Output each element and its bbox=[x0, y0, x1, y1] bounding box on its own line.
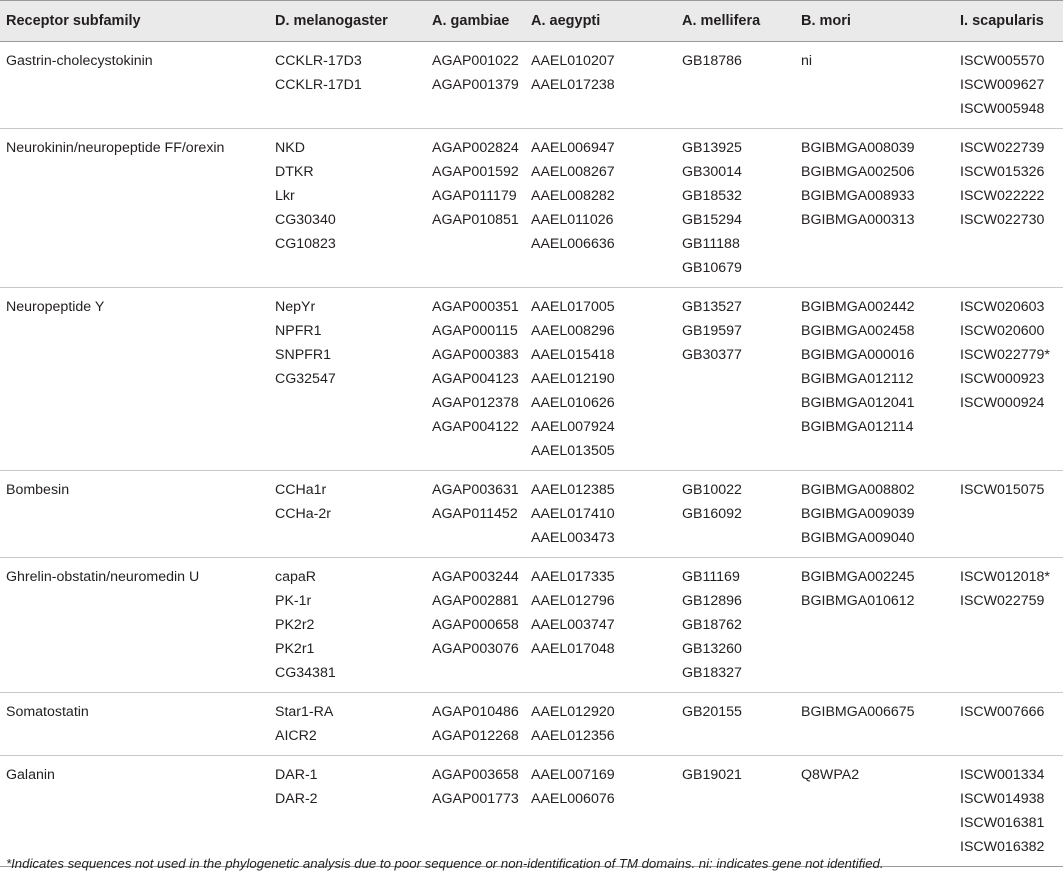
gene-id: GB20155 bbox=[682, 704, 742, 720]
gene-id: ISCW022222 bbox=[960, 188, 1045, 204]
gene-id: CG30340 bbox=[275, 212, 336, 228]
gene-id: NPFR1 bbox=[275, 323, 322, 339]
header-a-mellifera: A. mellifera bbox=[676, 1, 795, 42]
b-mori-cell bbox=[795, 558, 954, 693]
gene-id: AAEL008267 bbox=[531, 164, 615, 180]
header-a-gambiae: A. gambiae bbox=[426, 1, 525, 42]
gene-id: AAEL007169 bbox=[531, 767, 615, 783]
a-aegypti-cell bbox=[525, 129, 676, 288]
gene-id: BGIBMGA002442 bbox=[801, 299, 915, 315]
gene-id: GB18786 bbox=[682, 53, 742, 69]
d-melanogaster-cell bbox=[269, 756, 426, 867]
gene-id: ISCW014938 bbox=[960, 791, 1045, 807]
table-footnote: *Indicates sequences not used in the phylogenetic analysis due to poor sequence or non-identification of TM domains. ni: indicates gene not identified. bbox=[6, 856, 884, 871]
a-aegypti-cell bbox=[525, 756, 676, 867]
gene-id: AAEL008296 bbox=[531, 323, 615, 339]
gene-id: PK2r2 bbox=[275, 617, 315, 633]
b-mori-cell bbox=[795, 756, 954, 867]
gene-id: GB18327 bbox=[682, 665, 742, 681]
table-row bbox=[0, 42, 1063, 129]
table-header bbox=[0, 1, 1063, 42]
table-row bbox=[0, 129, 1063, 288]
gene-id: CG34381 bbox=[275, 665, 336, 681]
gene-id: AAEL017238 bbox=[531, 77, 615, 93]
gene-id: ISCW016382 bbox=[960, 839, 1045, 855]
gene-id: PK2r1 bbox=[275, 641, 315, 657]
a-gambiae-cell bbox=[426, 42, 525, 129]
a-gambiae-cell bbox=[426, 558, 525, 693]
a-mellifera-cell bbox=[676, 471, 795, 558]
i-scapularis-cell bbox=[954, 693, 1063, 756]
gene-id: AGAP011452 bbox=[432, 506, 518, 522]
b-mori-cell bbox=[795, 42, 954, 129]
gene-id: GB10022 bbox=[682, 482, 742, 498]
table-row bbox=[0, 756, 1063, 867]
gene-id: ISCW022730 bbox=[960, 212, 1045, 228]
gene-id: AGAP003076 bbox=[432, 641, 519, 657]
gene-id: Lkr bbox=[275, 188, 295, 204]
gene-id: ISCW022739 bbox=[960, 140, 1045, 156]
gene-id: BGIBMGA002458 bbox=[801, 323, 915, 339]
gene-id: GB30014 bbox=[682, 164, 742, 180]
a-gambiae-cell bbox=[426, 693, 525, 756]
gene-id: AAEL012356 bbox=[531, 728, 615, 744]
a-aegypti-cell bbox=[525, 288, 676, 471]
gene-id: NKD bbox=[275, 140, 305, 156]
gene-id: AAEL003747 bbox=[531, 617, 615, 633]
gene-id: AAEL010626 bbox=[531, 395, 615, 411]
i-scapularis-cell bbox=[954, 42, 1063, 129]
gene-id: AGAP004123 bbox=[432, 371, 519, 387]
gene-id: GB11188 bbox=[682, 236, 740, 252]
gene-id: BGIBMGA006675 bbox=[801, 704, 915, 720]
gene-id: BGIBMGA008039 bbox=[801, 140, 915, 156]
gene-id: AGAP002824 bbox=[432, 140, 519, 156]
receptor-subfamily-cell: Bombesin bbox=[6, 482, 70, 498]
gene-id: AGAP012378 bbox=[432, 395, 519, 411]
a-gambiae-cell bbox=[426, 288, 525, 471]
gene-id: GB15294 bbox=[682, 212, 742, 228]
gene-id: DAR-1 bbox=[275, 767, 318, 783]
gene-id: CCKLR-17D1 bbox=[275, 77, 362, 93]
gene-id: ISCW022759 bbox=[960, 593, 1045, 609]
i-scapularis-cell bbox=[954, 471, 1063, 558]
gene-id: AAEL003473 bbox=[531, 530, 615, 546]
header-receptor-subfamily: Receptor subfamily bbox=[0, 1, 269, 42]
gene-id: AGAP003244 bbox=[432, 569, 519, 585]
gene-id: ISCW005948 bbox=[960, 101, 1045, 117]
gene-id: AAEL017410 bbox=[531, 506, 615, 522]
table-row bbox=[0, 288, 1063, 471]
gene-id: GB10679 bbox=[682, 260, 742, 276]
d-melanogaster-cell bbox=[269, 129, 426, 288]
gene-id: BGIBMGA008933 bbox=[801, 188, 915, 204]
a-mellifera-cell bbox=[676, 558, 795, 693]
gene-id: ISCW000923 bbox=[960, 371, 1045, 387]
a-mellifera-cell bbox=[676, 756, 795, 867]
gene-id: NepYr bbox=[275, 299, 316, 315]
gene-id: capaR bbox=[275, 569, 317, 585]
gene-id: AAEL006947 bbox=[531, 140, 615, 156]
gene-id: GB19597 bbox=[682, 323, 742, 339]
gene-id: GB18532 bbox=[682, 188, 742, 204]
gene-id: AGAP002881 bbox=[432, 593, 519, 609]
gene-id: AGAP004122 bbox=[432, 419, 519, 435]
gene-id: GB18762 bbox=[682, 617, 742, 633]
gene-id: AGAP010851 bbox=[432, 212, 519, 228]
gene-id: AGAP003658 bbox=[432, 767, 519, 783]
gene-id: AAEL012385 bbox=[531, 482, 615, 498]
gene-id: ISCW015075 bbox=[960, 482, 1045, 498]
gene-id: CG32547 bbox=[275, 371, 336, 387]
gene-id: AGAP000658 bbox=[432, 617, 519, 633]
gene-id: GB13527 bbox=[682, 299, 742, 315]
gene-id: AGAP001592 bbox=[432, 164, 519, 180]
gene-id: AAEL008282 bbox=[531, 188, 615, 204]
table-row bbox=[0, 693, 1063, 756]
gene-id: AAEL013505 bbox=[531, 443, 615, 459]
d-melanogaster-cell bbox=[269, 471, 426, 558]
gene-id: GB13260 bbox=[682, 641, 742, 657]
gene-id: ISCW001334 bbox=[960, 767, 1045, 783]
gene-id: CCHa1r bbox=[275, 482, 327, 498]
receptor-subfamily-cell: Somatostatin bbox=[6, 704, 89, 720]
gene-id: ISCW020603 bbox=[960, 299, 1045, 315]
gene-id: AGAP000383 bbox=[432, 347, 519, 363]
gene-id: ISCW009627 bbox=[960, 77, 1045, 93]
gene-id: BGIBMGA010612 bbox=[801, 593, 915, 609]
receptor-subfamily-cell: Gastrin-cholecystokinin bbox=[6, 53, 153, 69]
b-mori-cell bbox=[795, 471, 954, 558]
gene-id: GB16092 bbox=[682, 506, 742, 522]
a-mellifera-cell bbox=[676, 288, 795, 471]
gene-id: CCHa-2r bbox=[275, 506, 331, 522]
table-row bbox=[0, 471, 1063, 558]
gene-id: ISCW020600 bbox=[960, 323, 1045, 339]
header-b-mori: B. mori bbox=[795, 1, 954, 42]
gene-id: AAEL012796 bbox=[531, 593, 615, 609]
receptor-subfamily-cell: Neuropeptide Y bbox=[6, 299, 105, 315]
gene-id: AGAP000115 bbox=[432, 323, 518, 339]
d-melanogaster-cell bbox=[269, 42, 426, 129]
a-mellifera-cell bbox=[676, 42, 795, 129]
gene-id: AAEL012190 bbox=[531, 371, 615, 387]
gene-id: BGIBMGA000313 bbox=[801, 212, 915, 228]
gene-id: BGIBMGA009040 bbox=[801, 530, 915, 546]
gene-id: GB11169 bbox=[682, 569, 740, 585]
gene-id: Star1-RA bbox=[275, 704, 334, 720]
gene-id: AAEL006076 bbox=[531, 791, 615, 807]
i-scapularis-cell bbox=[954, 756, 1063, 867]
gene-id: BGIBMGA012112 bbox=[801, 371, 914, 387]
gene-id: GB19021 bbox=[682, 767, 742, 783]
receptor-subfamily-cell: Ghrelin-obstatin/neuromedin U bbox=[6, 569, 200, 585]
gene-id: CG10823 bbox=[275, 236, 336, 252]
gene-id: AAEL011026 bbox=[531, 212, 614, 228]
gene-id: ISCW016381 bbox=[960, 815, 1045, 831]
gene-id: AGAP003631 bbox=[432, 482, 519, 498]
header-i-scapularis: I. scapularis bbox=[954, 1, 1063, 42]
header-a-aegypti: A. aegypti bbox=[525, 1, 676, 42]
a-aegypti-cell bbox=[525, 471, 676, 558]
a-gambiae-cell bbox=[426, 129, 525, 288]
gene-id: ISCW015326 bbox=[960, 164, 1045, 180]
table-body bbox=[0, 42, 1063, 867]
gene-id: GB12896 bbox=[682, 593, 742, 609]
b-mori-cell bbox=[795, 693, 954, 756]
gene-id: AAEL017335 bbox=[531, 569, 615, 585]
gene-id: SNPFR1 bbox=[275, 347, 331, 363]
d-melanogaster-cell bbox=[269, 558, 426, 693]
a-aegypti-cell bbox=[525, 693, 676, 756]
a-gambiae-cell bbox=[426, 756, 525, 867]
gene-id: BGIBMGA002506 bbox=[801, 164, 915, 180]
b-mori-cell bbox=[795, 288, 954, 471]
receptor-subfamily-cell: Galanin bbox=[6, 767, 55, 783]
gene-id: ISCW022779* bbox=[960, 347, 1050, 363]
gene-id: ISCW007666 bbox=[960, 704, 1045, 720]
a-aegypti-cell bbox=[525, 42, 676, 129]
gene-id: BGIBMGA008802 bbox=[801, 482, 915, 498]
gene-id: AGAP001022 bbox=[432, 53, 519, 69]
header-d-melanogaster: D. melanogaster bbox=[269, 1, 426, 42]
gene-id: AGAP011179 bbox=[432, 188, 517, 204]
gene-id: DTKR bbox=[275, 164, 314, 180]
gene-id: AAEL010207 bbox=[531, 53, 615, 69]
table-row bbox=[0, 558, 1063, 693]
i-scapularis-cell bbox=[954, 558, 1063, 693]
gene-id: AAEL007924 bbox=[531, 419, 615, 435]
gene-id: ISCW005570 bbox=[960, 53, 1045, 69]
receptor-subfamily-cell: Neurokinin/neuropeptide FF/orexin bbox=[6, 140, 225, 156]
i-scapularis-cell bbox=[954, 129, 1063, 288]
gene-id: AAEL012920 bbox=[531, 704, 615, 720]
b-mori-cell bbox=[795, 129, 954, 288]
gene-id: AICR2 bbox=[275, 728, 317, 744]
gene-id: CCKLR-17D3 bbox=[275, 53, 362, 69]
gene-id: BGIBMGA000016 bbox=[801, 347, 915, 363]
gene-id: GB13925 bbox=[682, 140, 742, 156]
gene-id: AGAP000351 bbox=[432, 299, 519, 315]
gene-id: ni bbox=[801, 53, 813, 69]
gene-id: DAR-2 bbox=[275, 791, 318, 807]
gene-id: GB30377 bbox=[682, 347, 742, 363]
gene-id: AGAP001773 bbox=[432, 791, 519, 807]
gene-id: AAEL017005 bbox=[531, 299, 615, 315]
gene-id: BGIBMGA012041 bbox=[801, 395, 915, 411]
gene-id: AGAP012268 bbox=[432, 728, 519, 744]
gene-id: AGAP001379 bbox=[432, 77, 519, 93]
gene-id: BGIBMGA002245 bbox=[801, 569, 915, 585]
d-melanogaster-cell bbox=[269, 288, 426, 471]
gene-id: AAEL015418 bbox=[531, 347, 615, 363]
gene-id: Q8WPA2 bbox=[801, 767, 860, 783]
d-melanogaster-cell bbox=[269, 693, 426, 756]
i-scapularis-cell bbox=[954, 288, 1063, 471]
gene-id: ISCW000924 bbox=[960, 395, 1045, 411]
gene-id: AAEL006636 bbox=[531, 236, 615, 252]
a-gambiae-cell bbox=[426, 471, 525, 558]
gene-id: AAEL017048 bbox=[531, 641, 615, 657]
a-mellifera-cell bbox=[676, 693, 795, 756]
gene-id: PK-1r bbox=[275, 593, 312, 609]
gene-id: ISCW012018* bbox=[960, 569, 1050, 585]
gene-id: BGIBMGA012114 bbox=[801, 419, 914, 435]
a-aegypti-cell bbox=[525, 558, 676, 693]
gene-id: AGAP010486 bbox=[432, 704, 519, 720]
gene-id: BGIBMGA009039 bbox=[801, 506, 915, 522]
a-mellifera-cell bbox=[676, 129, 795, 288]
